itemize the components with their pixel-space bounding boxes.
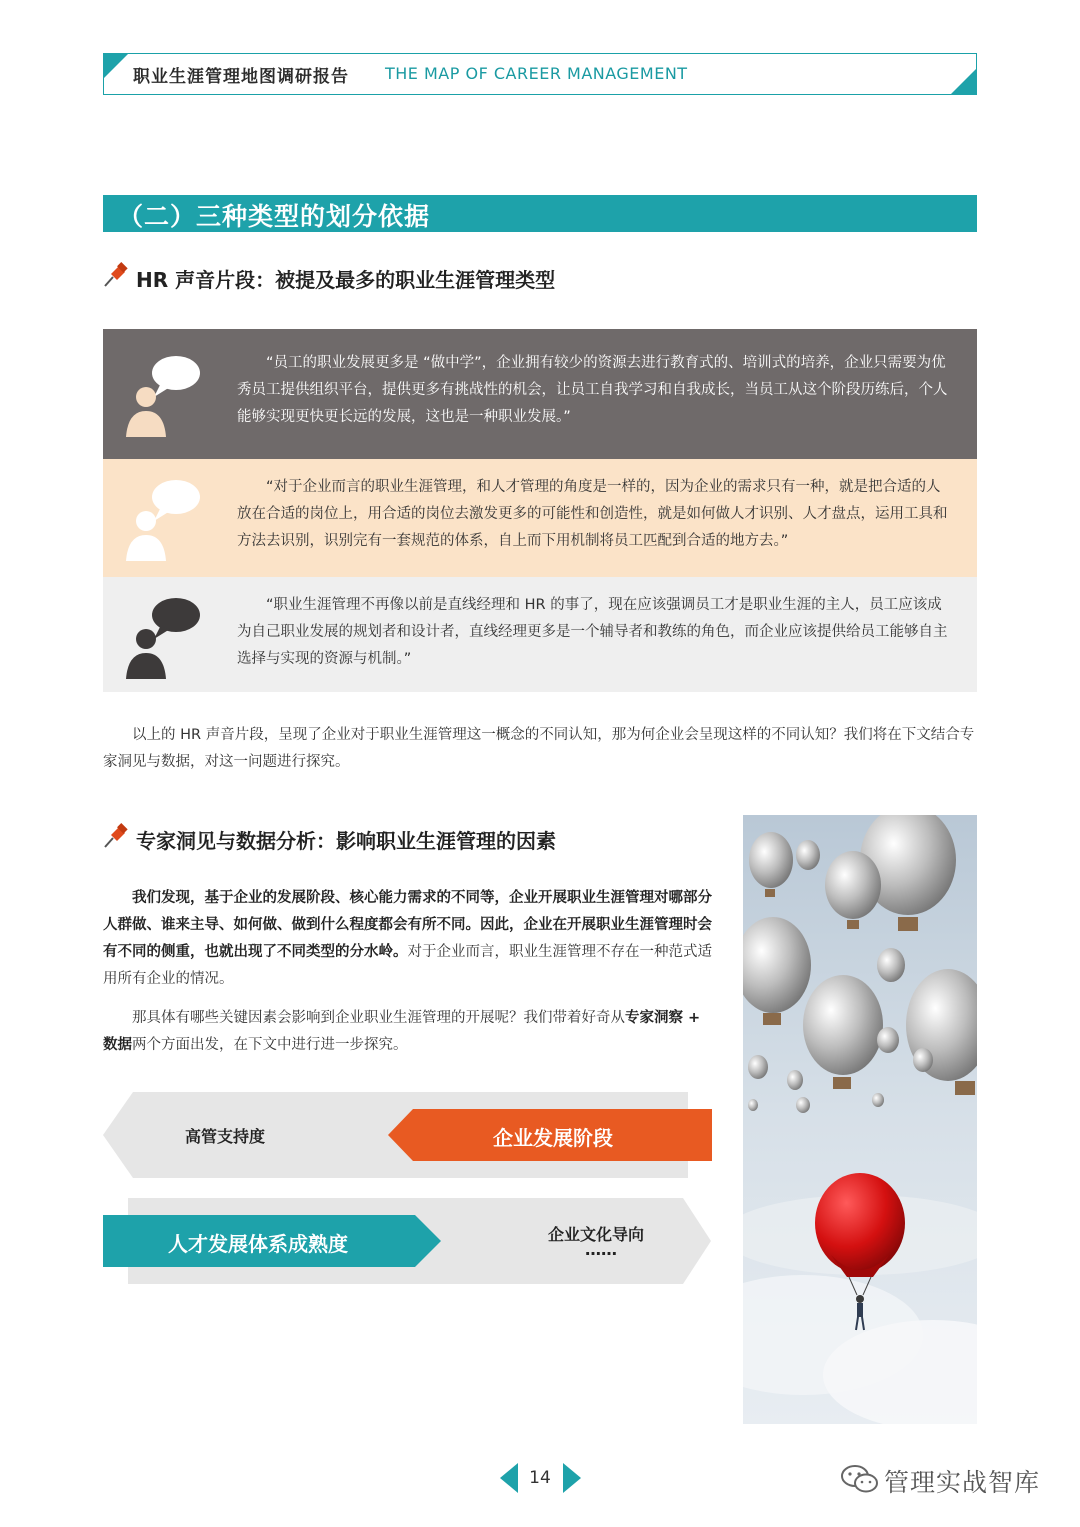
factor-executive-support: 高管支持度 [185, 1127, 266, 1146]
factor-talent-system-maturity: 人才发展体系成熟度 [168, 1232, 348, 1256]
header-title-en: THE MAP OF CAREER MANAGEMENT [385, 64, 688, 83]
next-page-icon[interactable] [563, 1463, 581, 1493]
quote-text-1: “员工的职业发展更多是 “做中学”，企业拥有较少的资源去进行教育式的、培训式的培养，企业只需要为优秀员工提供组织平台，提供更多有挑战性的机会，让员工自我学习和自我成长，当员工从这个阶段历练后，个人能够实现更快更长远的发展，这也是一种职业发展。” [237, 355, 948, 425]
wechat-icon [840, 1463, 880, 1495]
speaker-icon [124, 353, 202, 439]
prev-page-icon[interactable] [500, 1463, 518, 1493]
page-number: 14 [529, 1468, 551, 1488]
expert-paragraph-1-bold: 我们发现，基于企业的发展阶段、核心能力需求的不同等，企业开展职业生涯管理对哪部分人群做、谁来主导、如何做、做到什么程度都会有所不同。因此，企业在开展职业生涯管理时会有不同的侧重，也就出现了不同类型的分水岭。 [103, 890, 712, 960]
quote-text-2: “对于企业而言的职业生涯管理，和人才管理的角度是一样的，因为企业的需求只有一种，就是把合适的人放在合适的岗位上，用合适的岗位去激发更多的可能性和创造性，就是如何做人才识别、人才盘点，运用工具和方法去识别，识别完有一套规范的体系，自上而下用机制将员工匹配到合适的地方去。” [237, 479, 948, 549]
header-corner-left [103, 53, 129, 79]
expert-paragraph-2 [103, 1005, 715, 1059]
header-title-cn: 职业生涯管理地图调研报告 [133, 67, 349, 87]
factor-ellipsis: …… [585, 1240, 617, 1259]
expert-heading: 专家洞见与数据分析：影响职业生涯管理的因素 [136, 829, 556, 853]
expert-paragraph-1-rest: 对于企业而言，职业生涯管理不存在一种范式适用所有企业的情况。 [103, 944, 712, 987]
speaker-icon [124, 595, 202, 681]
quote-text-3: “职业生涯管理不再像以前是直线经理和 HR 的事了，现在应该强调员工才是职业生涯的主人，员工应该成为自己职业发展的规划者和设计者，直线经理更多是一个辅导者和教练的角色，而企业应该提供给员工能够自主选择与实现的资源与机制。” [237, 597, 948, 667]
pushpin-icon [103, 262, 129, 288]
factor-enterprise-stage: 企业发展阶段 [493, 1126, 613, 1150]
watermark-text: 管理实战智库 [884, 1468, 1041, 1497]
section-title: （二）三种类型的划分依据 [118, 202, 431, 231]
speaker-icon [124, 477, 202, 563]
hr-voices-heading: HR 声音片段：被提及最多的职业生涯管理类型 [136, 268, 556, 292]
intro-paragraph: 以上的 HR 声音片段，呈现了企业对于职业生涯管理这一概念的不同认知，那为何企业会呈现这样的不同认知？我们将在下文结合专家洞见与数据，对这一问题进行探究。 [103, 727, 975, 770]
hot-air-balloons-photo [743, 815, 977, 1424]
expert-paragraph-1 [103, 885, 715, 993]
expert-paragraph-2-b: 两个方面出发，在下文中进行进一步探究。 [132, 1037, 408, 1053]
expert-paragraph-2-bold: 专家洞察 + 数据 [103, 1010, 701, 1053]
expert-paragraph-2-a: 那具体有哪些关键因素会影响到企业职业生涯管理的开展呢？我们带着好奇从 [132, 1010, 625, 1026]
header-corner-right [950, 68, 977, 95]
factor-culture-orientation: 企业文化导向 [548, 1225, 645, 1244]
pushpin-icon [103, 823, 129, 849]
